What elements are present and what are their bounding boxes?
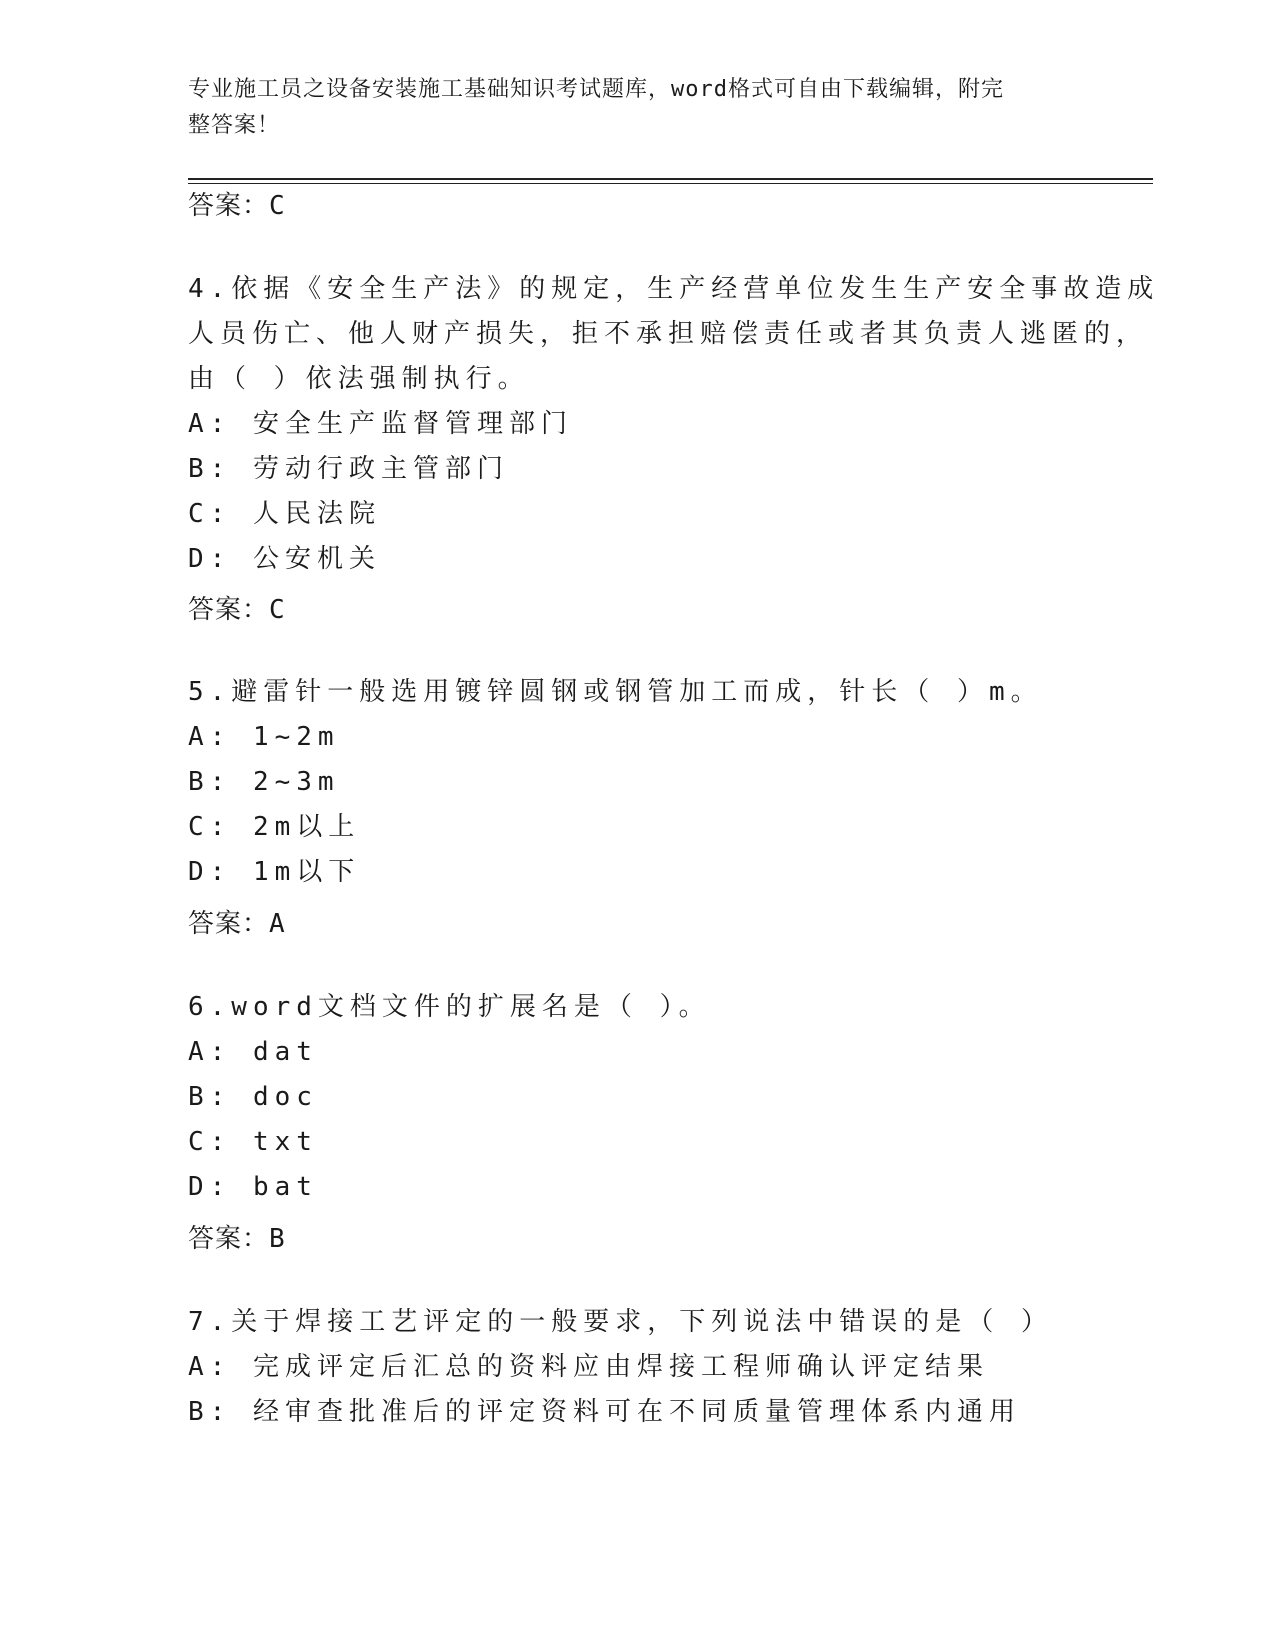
question-4-option-b: B: 劳动行政主管部门 (188, 454, 509, 484)
question-6-stem-1: 6.word文档文件的扩展名是（ ）。 (188, 992, 711, 1022)
question-4-option-c: C: 人民法院 (188, 499, 381, 529)
question-4-stem-1: 4.依据《安全生产法》的规定，生产经营单位发生生产安全事故造成 (188, 274, 1160, 304)
question-5-option-b: B: 2~3m (188, 767, 340, 797)
question-4-option-a: A: 安全生产监督管理部门 (188, 409, 573, 439)
question-6-option-c: C: txt (188, 1127, 318, 1157)
answer-q4: 答案：C (188, 595, 286, 625)
question-5-option-a: A: 1~2m (188, 722, 340, 752)
document-header (188, 72, 1068, 144)
question-6-option-b: B: doc (188, 1082, 318, 1112)
question-5 (188, 670, 1088, 895)
header-rule-thick (188, 178, 1153, 180)
question-4 (188, 267, 1160, 582)
question-6-option-d: D: bat (188, 1172, 318, 1202)
question-7 (188, 1300, 1088, 1435)
question-7-option-b: B: 经审查批准后的评定资料可在不同质量管理体系内通用 (188, 1397, 1021, 1427)
question-4-stem-3: 由（ ）依法强制执行。 (188, 364, 530, 394)
question-4-stem-2: 人员伤亡、他人财产损失，拒不承担赔偿责任或者其负责人逃匿的， (188, 319, 1149, 349)
question-7-stem-1: 7.关于焊接工艺评定的一般要求，下列说法中错误的是（ ） (188, 1307, 1053, 1337)
answer-q6: 答案：B (188, 1224, 286, 1254)
header-line-1: 专业施工员之设备安装施工基础知识考试题库，word格式可自由下载编辑，附完 (188, 77, 1004, 102)
question-6 (188, 985, 1088, 1210)
question-5-option-c: C: 2m以上 (188, 812, 361, 842)
question-7-option-a: A: 完成评定后汇总的资料应由焊接工程师确认评定结果 (188, 1352, 989, 1382)
answer-q5: 答案：A (188, 909, 286, 939)
header-line-2: 整答案！ (188, 113, 281, 138)
question-5-stem-1: 5.避雷针一般选用镀锌圆钢或钢管加工而成，针长（ ）m。 (188, 677, 1043, 707)
question-4-option-d: D: 公安机关 (188, 544, 381, 574)
question-5-option-d: D: 1m以下 (188, 857, 361, 887)
question-6-option-a: A: dat (188, 1037, 318, 1067)
answer-q3: 答案：C (188, 191, 286, 221)
